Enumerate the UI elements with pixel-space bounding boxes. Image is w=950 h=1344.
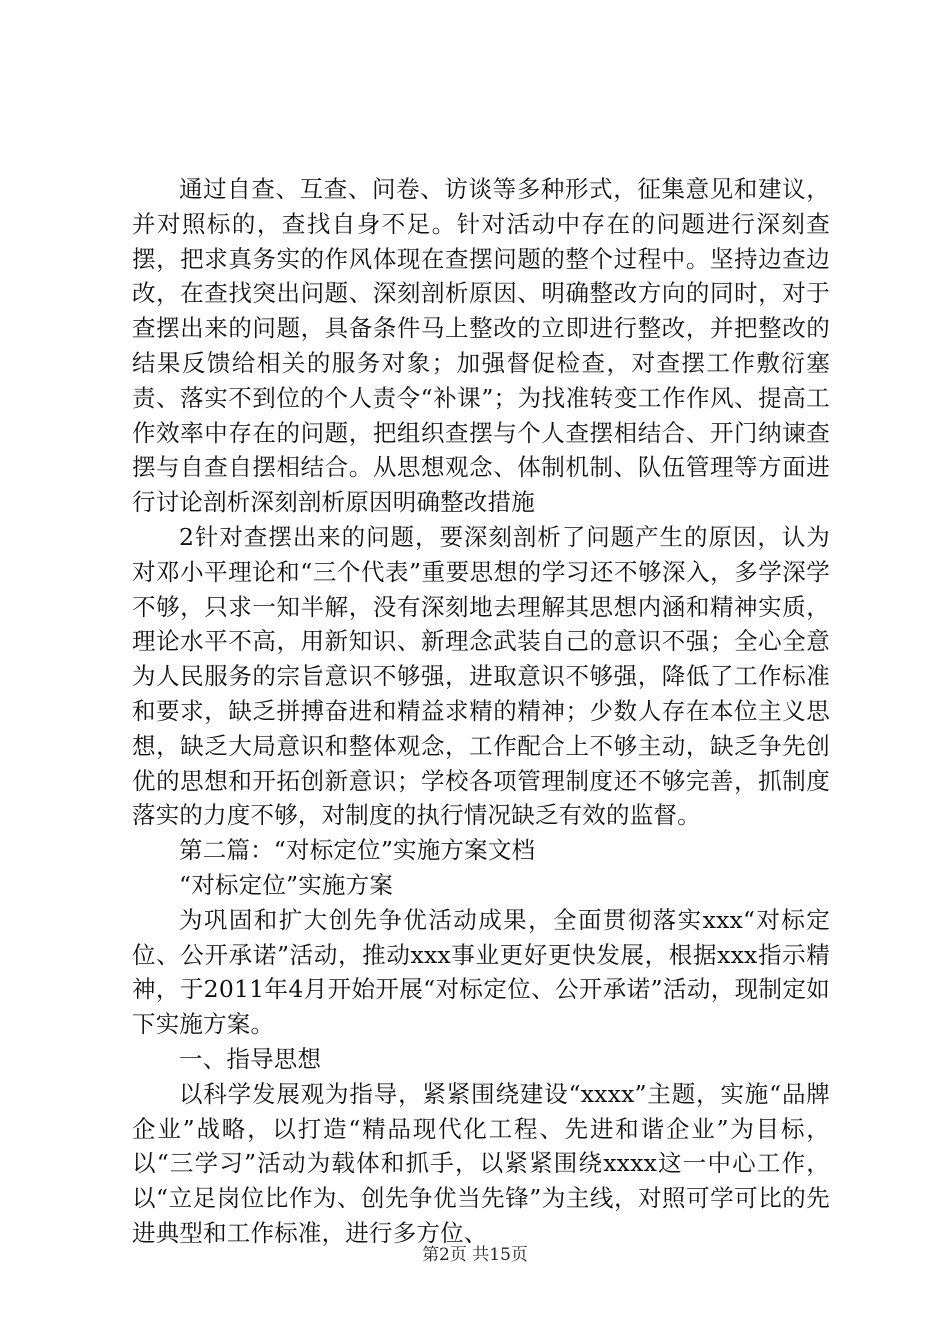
paragraph-guiding-thought: 以科学发展观为指导，紧紧围绕建设“xxxx”主题，实施“品牌企业”战略，以打造“精品现代化工程、先进和谐企业”为目标，以“三学习”活动为载体和抓手，以紧紧围绕xxxx这一中心工作，以“立足岗位比作为、创先争优当先锋”为主线，对照可学可比的先进典型和工作标准，进行多方位、	[132, 1079, 830, 1247]
section-heading-guiding-thought: 一、指导思想	[179, 1044, 322, 1073]
paragraph-introduction: 为巩固和扩大创先争优活动成果，全面贯彻落实xxx“对标定位、公开承诺”活动，推动xxx事业更好更快发展，根据xxx指示精神，于2011年4月开始开展“对标定位、公开承诺”活动，现制定如下实施方案。	[132, 905, 830, 1039]
page-number-footer: 第2页 共15页	[422, 1245, 528, 1265]
paragraph-cause-analysis: 2针对查摆出来的问题，要深刻剖析了问题产生的原因，认为对邓小平理论和“三个代表”重要思想的学习还不够深入，多学深学不够，只求一知半解，没有深刻地去理解其思想内涵和精神实质，理论水平不高，用新知识、新理念武装自己的意识不强；全心全意为人民服务的宗旨意识不够强，进取意识不够强，降低了工作标准和要求，缺乏拼搏奋进和精益求精的精神；少数人存在本位主义思想，缺乏大局意识和整体观念，工作配合上不够主动，缺乏争先创优的思想和开拓创新意识；学校各项管理制度还不够完善，抓制度落实的力度不够，对制度的执行情况缺乏有效的监督。	[132, 522, 830, 830]
document-body	[132, 172, 830, 1251]
section-heading-part-two: 第二篇：“对标定位”实施方案文档	[179, 836, 536, 865]
document-title: “对标定位”实施方案	[179, 870, 394, 899]
paragraph-self-inspection: 通过自查、互查、问卷、访谈等多种形式，征集意见和建议，并对照标的，查找自身不足。针对活动中存在的问题进行深刻查摆，把求真务实的作风体现在查摆问题的整个过程中。坚持边查边改，在查找突出问题、深刻剖析原因、明确整改方向的同时，对于查摆出来的问题，具备条件马上整改的立即进行整改，并把整改的结果反馈给相关的服务对象；加强督促检查，对查摆工作敷衍塞责、落实不到位的个人责令“补课”；为找准转变工作作风、提高工作效率中存在的问题，把组织查摆与个人查摆相结合、开门纳谏查摆与自查自摆相结合。从思想观念、体制机制、队伍管理等方面进行讨论剖析深刻剖析原因明确整改措施	[132, 175, 830, 517]
